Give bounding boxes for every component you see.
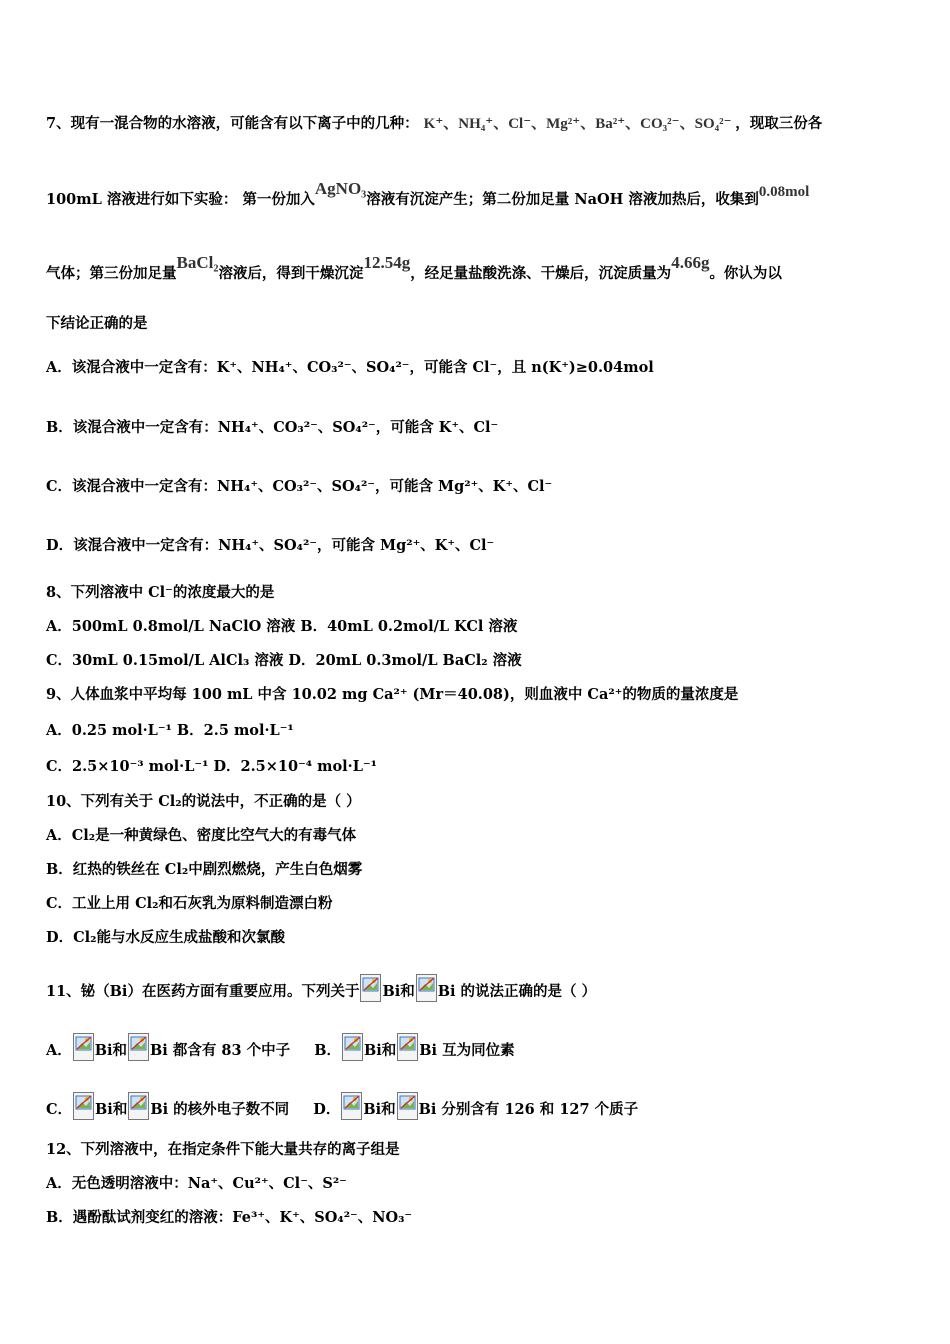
q11-bi-1: Bi <box>382 983 401 1000</box>
q7-option-a[interactable]: A．该混合液中一定含有：K⁺、NH₄⁺、CO₃²⁻、SO₄²⁻，可能含 Cl⁻，且 n(K⁺)≥0.04mol <box>46 359 654 376</box>
q10-option-b[interactable]: B．红热的铁丝在 Cl₂中剧烈燃烧，产生白色烟雾 <box>46 861 363 878</box>
q8-options-ab[interactable]: A．500mL 0.8mol/L NaClO 溶液 B．40mL 0.2mol/L KCl 溶液 <box>46 618 518 635</box>
q9-options-cd[interactable]: C．2.5×10⁻³ mol·L⁻¹ D．2.5×10⁻⁴ mol·L⁻¹ <box>46 758 377 775</box>
q7-line-4: 下结论正确的是 <box>46 315 148 332</box>
isotope-image-icon <box>128 1092 149 1120</box>
isotope-image-icon <box>342 1033 363 1061</box>
q11-stem-part-1: 11、铋（Bi）在医药方面有重要应用。下列关于 <box>46 983 360 1000</box>
q12-stem: 12、下列溶液中，在指定条件下能大量共存的离子组是 <box>46 1141 400 1158</box>
q7-stem-part-5: 气体；第三份加足量 <box>46 265 177 282</box>
q11-options-cd <box>46 1092 638 1120</box>
q7-option-d[interactable]: D．该混合液中一定含有：NH₄⁺、SO₄²⁻，可能含 Mg²⁺、K⁺、Cl⁻ <box>46 537 495 554</box>
q7-option-b[interactable]: B．该混合液中一定含有：NH₄⁺、CO₃²⁻、SO₄²⁻，可能含 K⁺、Cl⁻ <box>46 419 499 436</box>
isotope-image-icon <box>128 1033 149 1061</box>
q11-option-c[interactable]: C． Bi和 Bi 的核外电子数不同 <box>46 1101 289 1118</box>
isotope-image-icon <box>73 1092 94 1120</box>
q11-option-a[interactable]: A． Bi和 Bi 都含有 83 个中子 <box>46 1042 290 1059</box>
q7-agno3: AgNO₃ <box>314 179 367 198</box>
q7-line-2 <box>46 179 810 210</box>
q11-option-d[interactable]: D． Bi和 Bi 分别含有 126 和 127 个质子 <box>313 1101 638 1118</box>
q9-options-ab[interactable]: A．0.25 mol·L⁻¹ B．2.5 mol·L⁻¹ <box>46 722 294 739</box>
q7-mass-2: 4.66g <box>671 253 710 272</box>
q11-options-ab <box>46 1033 515 1061</box>
q10-option-d[interactable]: D．Cl₂能与水反应生成盐酸和次氯酸 <box>46 929 285 946</box>
q10-option-a[interactable]: A．Cl₂是一种黄绿色、密度比空气大的有毒气体 <box>46 827 357 844</box>
isotope-image-icon <box>360 974 381 1002</box>
q7-stem-part-8: 。你认为以 <box>709 265 782 282</box>
q8-options-cd[interactable]: C．30mL 0.15mol/L AlCl₃ 溶液 D．20mL 0.3mol/L BaCl₂ 溶液 <box>46 652 522 669</box>
q7-stem-part-3: 100mL 溶液进行如下实验： 第一份加入 <box>46 191 315 208</box>
q12-option-a[interactable]: A．无色透明溶液中：Na⁺、Cu²⁺、Cl⁻、S²⁻ <box>46 1175 347 1192</box>
q9-stem: 9、人体血浆中平均每 100 mL 中含 10.02 mg Ca²⁺ (Mr＝40.08)，则血液中 Ca²⁺的物质的量浓度是 <box>46 686 739 703</box>
q8-stem: 8、下列溶液中 Cl⁻的浓度最大的是 <box>46 584 275 601</box>
q7-option-c[interactable]: C．该混合液中一定含有：NH₄⁺、CO₃²⁻、SO₄²⁻，可能含 Mg²⁺、K⁺、Cl⁻ <box>46 478 553 495</box>
q7-stem-part-6: 溶液后，得到干燥沉淀 <box>218 265 364 282</box>
q7-mass-1: 12.54g <box>363 253 411 272</box>
isotope-image-icon <box>73 1033 94 1061</box>
q11-and: 和 <box>400 983 415 1000</box>
isotope-image-icon <box>397 1033 418 1061</box>
q11-option-b[interactable]: B． Bi和 Bi 互为同位素 <box>314 1042 514 1059</box>
q7-ion-list: K⁺、NH₄⁺、Cl⁻、Mg²⁺、Ba²⁺、CO₃²⁻、SO₄²⁻ <box>423 116 732 132</box>
isotope-image-icon <box>416 974 437 1002</box>
q7-stem-part-4: 溶液有沉淀产生；第二份加足量 NaOH 溶液加热后，收集到 <box>366 191 759 208</box>
q7-line-3 <box>46 253 782 284</box>
q7-line-1 <box>46 114 822 134</box>
isotope-image-icon <box>341 1092 362 1120</box>
q10-option-c[interactable]: C．工业上用 Cl₂和石灰乳为原料制造漂白粉 <box>46 895 333 912</box>
q7-bacl2: BaCl₂ <box>176 253 219 272</box>
q7-stem-part-7: ，经足量盐酸洗涤、干燥后，沉淀质量为 <box>410 265 672 282</box>
q7-stem-part-2: ，现取三份各 <box>735 115 823 132</box>
q11-stem-part-2: Bi 的说法正确的是（ ） <box>437 983 597 1000</box>
q12-option-b[interactable]: B．遇酚酞试剂变红的溶液：Fe³⁺、K⁺、SO₄²⁻、NO₃⁻ <box>46 1209 413 1226</box>
q7-stem-part-1: 7、现有一混合物的水溶液，可能含有以下离子中的几种： <box>46 115 419 132</box>
isotope-image-icon <box>397 1092 418 1120</box>
q7-mol-value: 0.08mol <box>758 184 810 200</box>
q11-stem <box>46 974 596 1002</box>
q10-stem: 10、下列有关于 Cl₂的说法中，不正确的是（ ） <box>46 793 361 810</box>
